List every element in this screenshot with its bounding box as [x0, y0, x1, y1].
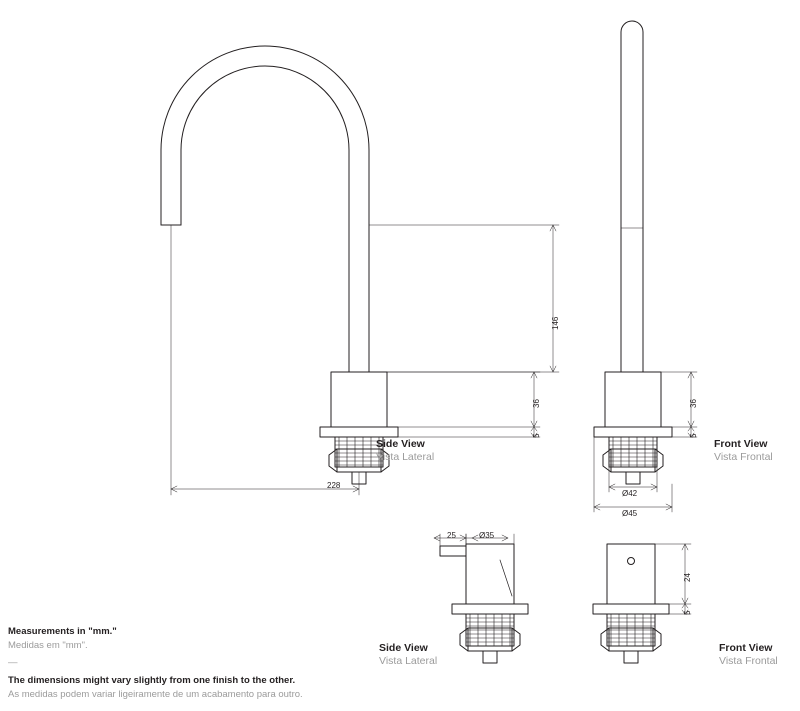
note-measurements-pt: Medidas em "mm".: [8, 640, 88, 651]
view-title-bottom-side: [379, 642, 437, 668]
dim-label-body-height-top-front: 36: [689, 399, 698, 408]
dim-body-height-top-side: [387, 372, 540, 427]
notes-block: [8, 625, 303, 702]
dim-label-spout-height: 146: [551, 316, 560, 330]
top-front-view-spout: [594, 21, 672, 484]
dim-flange-diameter: [594, 437, 672, 512]
view-title-top-front-en: Front View: [714, 438, 768, 450]
view-title-top-side: [376, 438, 434, 464]
dim-reach: [171, 225, 359, 495]
note-measurements-en: Measurements in "mm.": [8, 626, 117, 637]
dim-label-flange-diameter: Ø45: [622, 509, 638, 518]
dim-label-body-diameter-top: Ø35: [479, 531, 495, 540]
dim-label-deck-thickness-top-side: 5: [532, 433, 541, 438]
view-title-top-side-en: Side View: [376, 438, 425, 450]
view-title-top-front: [714, 438, 773, 464]
dim-deck-thickness-top-side: [398, 427, 540, 437]
view-title-bottom-side-en: Side View: [379, 642, 428, 654]
view-title-bottom-side-pt: Vista Lateral: [379, 655, 438, 667]
bottom-side-view-body: [440, 544, 528, 663]
view-title-bottom-front-pt: Vista Frontal: [719, 655, 778, 667]
bottom-front-view-body: [593, 544, 669, 663]
dim-label-handle-length: 25: [447, 531, 456, 540]
dim-label-thread-diameter: Ø42: [622, 489, 638, 498]
view-title-bottom-front-en: Front View: [719, 642, 773, 654]
note-divider: —: [8, 657, 18, 668]
view-title-top-side-pt: Vista Lateral: [376, 451, 435, 463]
dim-label-reach: 228: [327, 481, 341, 490]
view-title-top-front-pt: Vista Frontal: [714, 451, 773, 463]
top-side-view-spout: [161, 46, 398, 484]
view-title-bottom-front: [719, 642, 778, 668]
dim-label-body-height-bottom-front: 24: [683, 573, 692, 582]
note-variance-en: The dimensions might vary slightly from one finish to the other.: [8, 675, 296, 686]
note-variance-pt: As medidas podem variar ligeiramente de um acabamento para outro.: [8, 689, 303, 700]
dim-label-deck-thickness-bottom-front: 5: [683, 610, 692, 615]
dim-label-deck-thickness-top-front: 5: [689, 433, 698, 438]
dim-spout-height: [369, 225, 559, 372]
dim-label-body-height-top-side: 36: [532, 399, 541, 408]
